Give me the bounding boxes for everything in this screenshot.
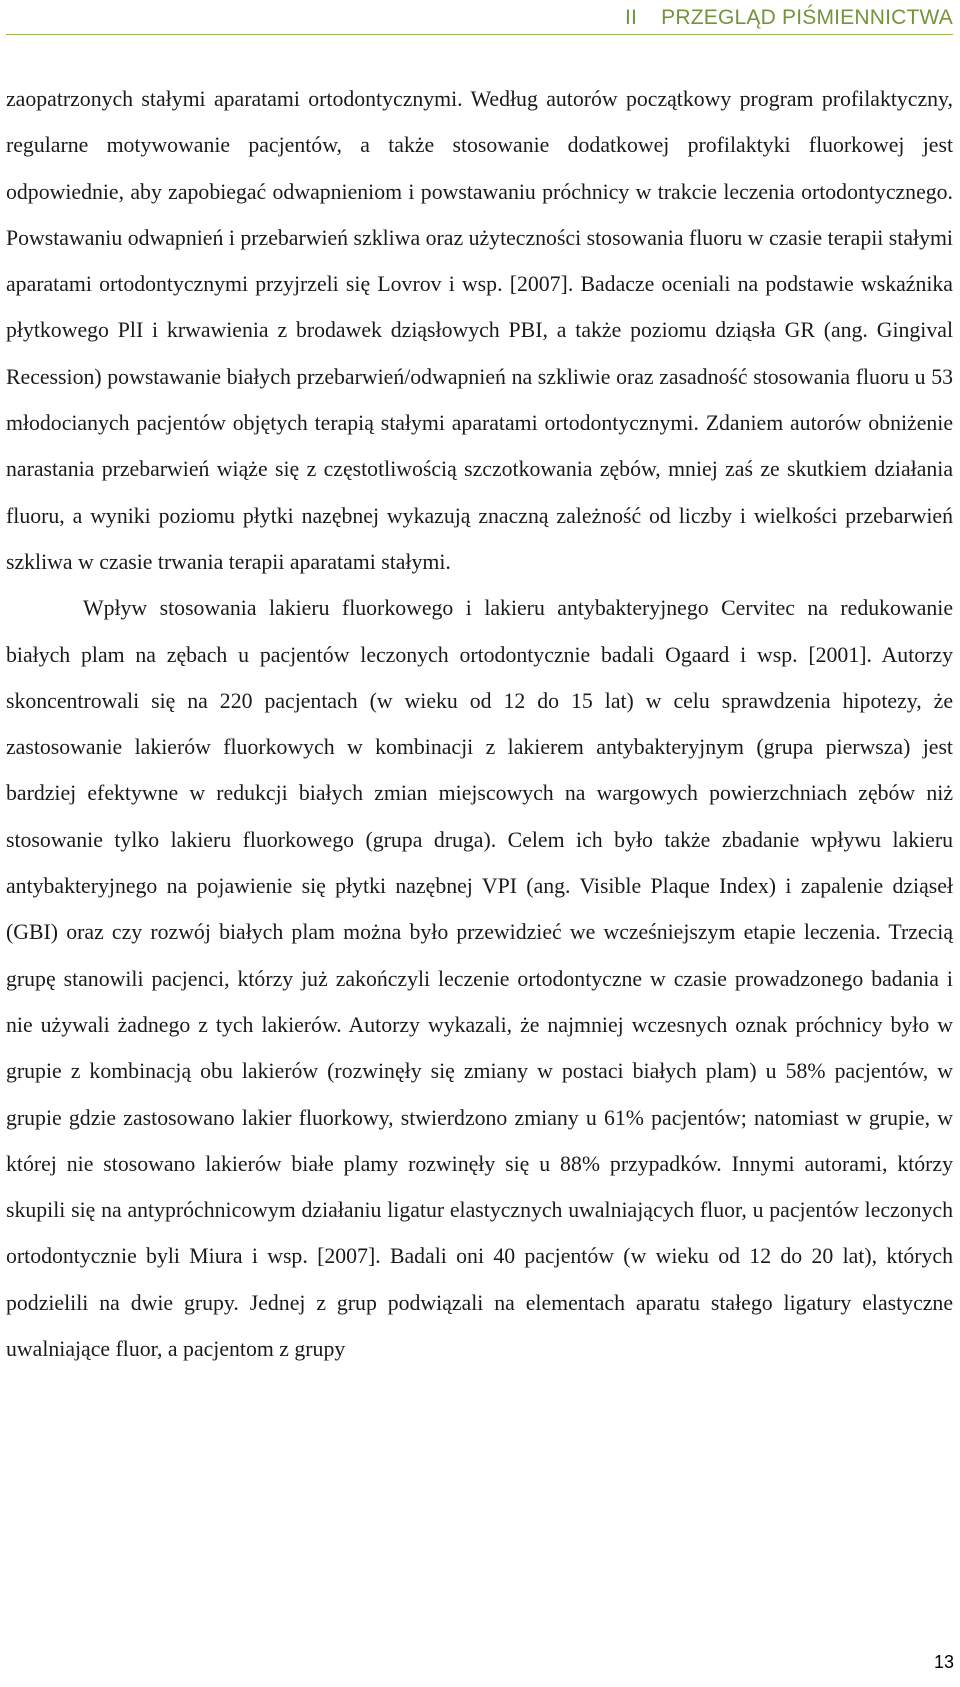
running-header: [6, 4, 953, 35]
paragraph: Wpływ stosowania lakieru fluorkowego i lakieru antybakteryjnego Cervitec na redukowanie białych plam na zębach u pacjentów leczonych ortodontycznie badali Ogaard i wsp. [2001]. Autorzy skoncentrowali się na 220 pacjentach (w wieku od 12 do 15 lat) w celu sprawdzenia hipotezy, że zastosowanie lakierów fluorkowych w kombinacji z lakierem antybakteryjnym (grupa pierwsza) jest bardziej efektywne w redukcji białych zmian miejscowych na wargowych powierzchniach zębów niż stosowanie tylko lakieru fluorkowego (grupa druga). Celem ich było także zbadanie wpływu lakieru antybakteryjnego na pojawienie się płytki nazębnej VPI (ang. Visible Plaque Index) i zapalenie dziąseł (GBI) oraz czy rozwój białych plam można było przewidzieć we wcześniejszym etapie leczenia. Trzecią grupę stanowili pacjenci, którzy już zakończyli leczenie ortodontyczne w czasie prowadzonego badania i nie używali żadnego z tych lakierów. Autorzy wykazali, że najmniej wczesnych oznak próchnicy było w grupie z kombinacją obu lakierów (rozwinęły się zmiany w postaci białych plam) u 58% pacjentów, w grupie gdzie zastosowano lakier fluorkowy, stwierdzono zmiany u 61% pacjentów; natomiast w grupie, w której nie stosowano lakierów białe plamy rozwinęły się u 88% przypadków. Innymi autorami, którzy skupili się na antypróchnicowym działaniu ligatur elastycznych uwalniających fluor, u pacjentów leczonych ortodontycznie byli Miura i wsp. [2007]. Badali oni 40 pacjentów (w wieku od 12 do 20 lat), których podzielili na dwie grupy. Jednej z grup podwiązali na elementach aparatu stałego ligatury elastyczne uwalniające fluor, a pacjentom z grupy: [6, 596, 953, 1362]
header-title: II PRZEGLĄD PIŚMIENNICTWA: [624, 6, 953, 29]
main-text: [6, 76, 953, 1372]
paragraph-continued: zaopatrzonych stałymi aparatami ortodontycznymi. Według autorów początkowy program profilaktyczny, regularne motywowanie pacjentów, a także stosowanie dodatkowej profilaktyki fluorkowej jest odpowiednie, aby zapobiegać odwapnieniom i powstawaniu próchnicy w trakcie leczenia ortodontycznego. Powstawaniu odwapnień i przebarwień szkliwa oraz użyteczności stosowania fluoru w czasie terapii stałymi aparatami ortodontycznymi przyjrzeli się Lovrov i wsp. [2007]. Badacze oceniali na podstawie wskaźnika płytkowego PlI i krwawienia z brodawek dziąsłowych PBI, a także poziomu dziąsła GR (ang. Gingival Recession) powstawanie białych przebarwień/odwapnień na szkliwie oraz zasadność stosowania fluoru u 53 młodocianych pacjentów objętych terapią stałymi aparatami ortodontycznymi. Zdaniem autorów obniżenie narastania przebarwień wiąże się z częstotliwością szczotkowania zębów, mniej zaś ze skutkiem działania fluoru, a wyniki poziomu płytki nazębnej wykazują znaczną zależność od liczby i wielkości przebarwień szkliwa w czasie trwania terapii aparatami stałymi.: [6, 87, 953, 574]
page-number: 13: [933, 1652, 954, 1672]
